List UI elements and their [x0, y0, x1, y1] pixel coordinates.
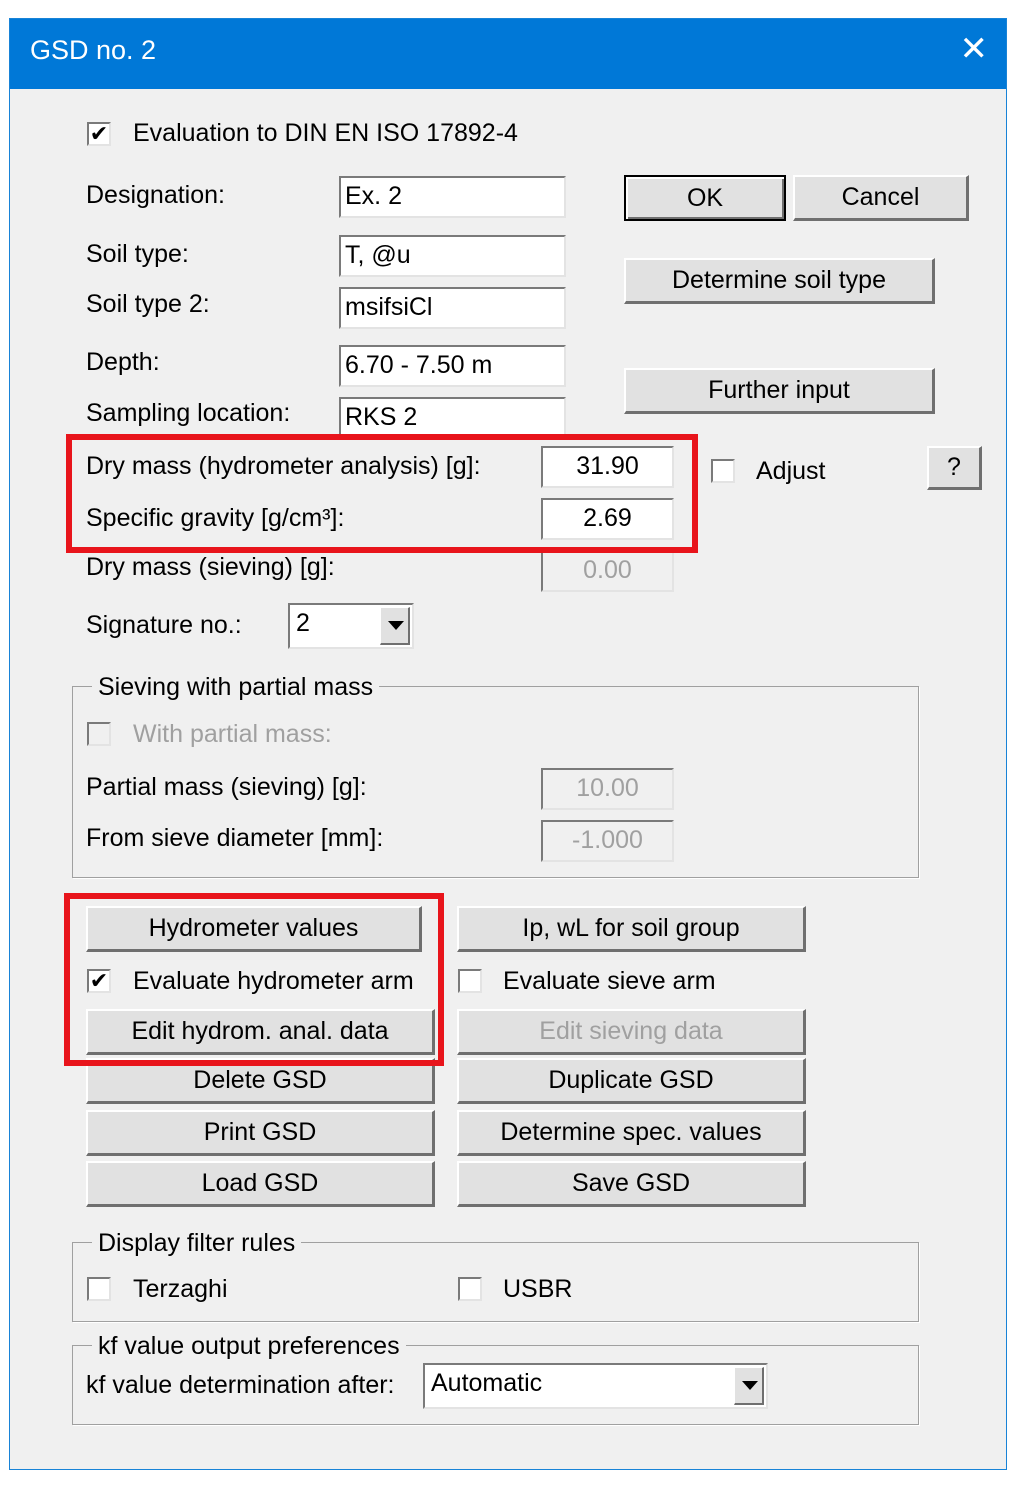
from-sieve-label: From sieve diameter [mm]: [86, 824, 384, 852]
usbr-checkbox[interactable] [458, 1277, 482, 1301]
determine-spec-values-button[interactable]: Determine spec. values [457, 1110, 806, 1156]
usbr-label: USBR [503, 1275, 573, 1303]
checkmark-icon: ✔ [89, 968, 109, 993]
terzaghi-checkbox[interactable] [87, 1277, 111, 1301]
edit-hydrom-button[interactable]: Edit hydrom. anal. data [86, 1009, 435, 1055]
window-title: GSD no. 2 [30, 35, 157, 65]
kf-label: kf value determination after: [86, 1371, 395, 1399]
load-gsd-button[interactable]: Load GSD [86, 1161, 435, 1207]
further-input-button[interactable]: Further input [624, 368, 935, 414]
filter-rules-title: Display filter rules [92, 1229, 301, 1258]
with-partial-mass-label: With partial mass: [133, 720, 332, 748]
chevron-down-icon[interactable] [734, 1367, 764, 1405]
soil-type-2-label: Soil type 2: [86, 290, 210, 318]
save-gsd-button[interactable]: Save GSD [457, 1161, 806, 1207]
checkmark-icon: ✔ [89, 121, 109, 146]
sampling-location-input[interactable]: RKS 2 [339, 397, 566, 439]
ip-wl-button[interactable]: Ip, wL for soil group [457, 906, 806, 952]
print-gsd-button[interactable]: Print GSD [86, 1110, 435, 1156]
title-bar[interactable] [10, 19, 1006, 89]
close-icon[interactable]: ✕ [959, 30, 988, 68]
highlight-box-hydrometer [64, 893, 444, 1066]
with-partial-mass-checkbox [87, 722, 111, 746]
dry-mass-sieving-label: Dry mass (sieving) [g]: [86, 553, 335, 581]
duplicate-gsd-button[interactable]: Duplicate GSD [457, 1058, 806, 1104]
from-sieve-input: -1.000 [541, 820, 674, 862]
soil-type-label: Soil type: [86, 240, 189, 268]
signature-no-select[interactable] [288, 603, 414, 649]
determine-soil-type-button[interactable]: Determine soil type [624, 258, 935, 304]
signature-no-value: 2 [296, 609, 310, 637]
kf-title: kf value output preferences [92, 1332, 406, 1361]
chevron-down-icon[interactable] [380, 607, 410, 645]
partial-mass-label: Partial mass (sieving) [g]: [86, 773, 367, 801]
depth-input[interactable]: 6.70 - 7.50 m [339, 345, 566, 387]
depth-label: Depth: [86, 348, 160, 376]
soil-type-input[interactable]: T, @u [339, 235, 566, 277]
help-button[interactable]: ? [927, 446, 982, 490]
evaluation-din-label: Evaluation to DIN EN ISO 17892-4 [133, 119, 518, 147]
adjust-checkbox[interactable] [711, 459, 735, 483]
kf-value: Automatic [431, 1369, 543, 1397]
dry-mass-hydrometer-input[interactable]: 31.90 [541, 446, 674, 488]
delete-gsd-button[interactable]: Delete GSD [86, 1058, 435, 1104]
sieving-partial-title: Sieving with partial mass [92, 673, 379, 702]
evaluate-sieve-checkbox[interactable] [458, 969, 482, 993]
terzaghi-label: Terzaghi [133, 1275, 228, 1303]
dry-mass-hydrometer-label: Dry mass (hydrometer analysis) [g]: [86, 452, 481, 480]
hydrometer-values-button[interactable]: Hydrometer values [86, 906, 422, 952]
edit-sieving-button: Edit sieving data [457, 1009, 806, 1055]
designation-input[interactable]: Ex. 2 [339, 176, 566, 218]
specific-gravity-label: Specific gravity [g/cm³]: [86, 504, 345, 532]
evaluate-hydrometer-label: Evaluate hydrometer arm [133, 967, 414, 995]
evaluation-din-checkbox[interactable] [87, 122, 111, 146]
soil-type-2-input[interactable]: msifsiCl [339, 287, 566, 329]
kf-select[interactable] [423, 1363, 768, 1409]
evaluate-sieve-label: Evaluate sieve arm [503, 967, 716, 995]
ok-button[interactable]: OK [624, 175, 786, 221]
adjust-label: Adjust [756, 457, 826, 485]
signature-no-label: Signature no.: [86, 611, 242, 639]
highlight-box-mass [66, 434, 698, 553]
sampling-location-label: Sampling location: [86, 399, 291, 427]
designation-label: Designation: [86, 181, 225, 209]
specific-gravity-input[interactable]: 2.69 [541, 498, 674, 540]
cancel-button[interactable]: Cancel [793, 175, 969, 221]
partial-mass-input: 10.00 [541, 768, 674, 810]
dry-mass-sieving-input: 0.00 [541, 550, 674, 592]
